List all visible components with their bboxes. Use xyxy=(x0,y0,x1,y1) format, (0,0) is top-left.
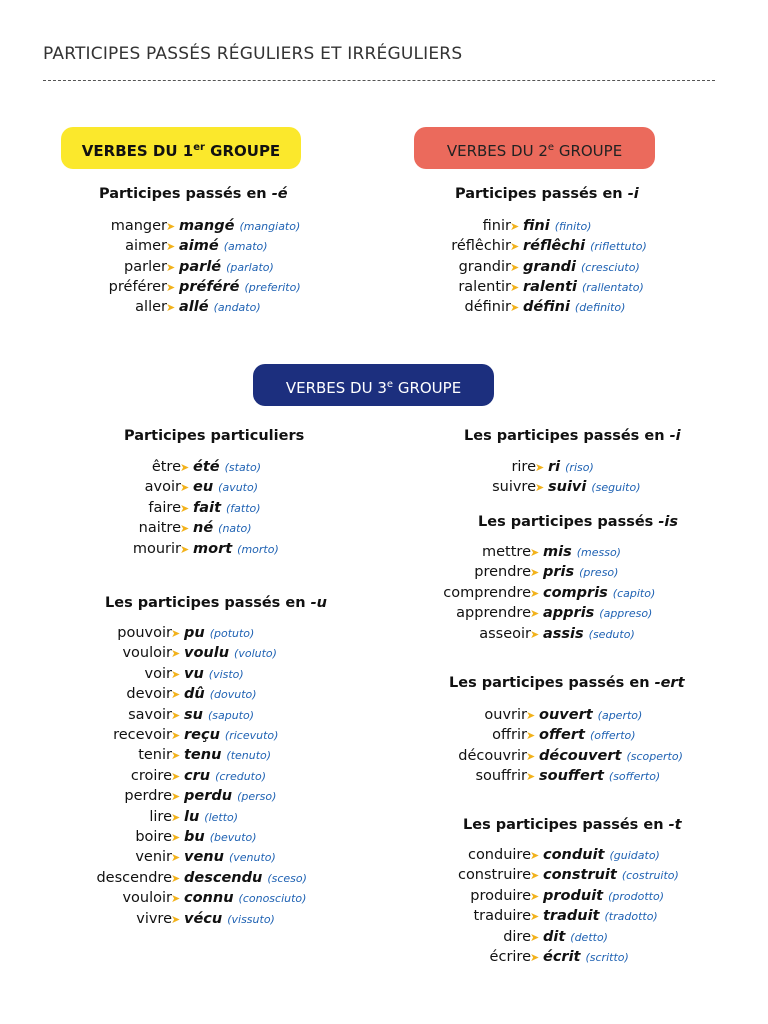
italian-translation: (stato) xyxy=(224,461,262,474)
past-participle: ri xyxy=(548,459,561,475)
italian-translation: (amato) xyxy=(223,240,268,254)
past-participle: appris xyxy=(543,605,595,622)
verb-infinitive: découvrir xyxy=(458,747,527,764)
participle-entry xyxy=(184,868,307,888)
section-heading-suffix: -ert xyxy=(654,675,685,691)
arrow-icon: ➤ xyxy=(526,709,536,722)
verb-infinitive: lire xyxy=(149,808,172,825)
past-participle: voulu xyxy=(184,645,230,662)
verb-infinitive: être xyxy=(151,459,181,475)
italian-translation: (vissuto) xyxy=(227,912,275,926)
italian-translation: (riso) xyxy=(565,461,594,474)
italian-translation: (creduto) xyxy=(215,769,266,783)
past-participle: souffert xyxy=(539,767,604,784)
past-participle: compris xyxy=(543,584,608,601)
participle-entry xyxy=(184,888,306,908)
arrow-icon: ➤ xyxy=(510,260,520,274)
arrow-icon: ➤ xyxy=(510,240,520,254)
past-participle: perdu xyxy=(184,788,233,805)
verb-infinitive: conduire xyxy=(467,847,531,863)
past-participle: construit xyxy=(543,867,617,884)
past-participle: défini xyxy=(523,299,570,316)
italian-translation: (morto) xyxy=(237,542,279,556)
arrow-icon: ➤ xyxy=(171,851,181,865)
verb-infinitive: asseoir xyxy=(479,625,531,642)
group3-sup: e xyxy=(386,379,394,390)
italian-translation: (sofferto) xyxy=(608,769,661,783)
section-heading xyxy=(99,186,288,202)
section-heading-suffix: -é xyxy=(271,186,288,202)
italian-translation: (rallentato) xyxy=(581,280,644,294)
group3-label-end: GROUPE xyxy=(393,379,462,397)
italian-translation: (tenuto) xyxy=(226,749,272,763)
italian-translation: (seduto) xyxy=(588,627,635,641)
section-heading-suffix: -i xyxy=(627,186,639,202)
verb-infinitive: offrir xyxy=(492,727,527,744)
section-heading-text: Les participes passés xyxy=(478,514,659,530)
past-participle: traduit xyxy=(543,908,600,925)
verb-infinitive: préférer xyxy=(108,278,167,295)
verb-infinitive: descendre xyxy=(96,869,172,886)
participle-entry xyxy=(193,518,252,538)
verb-infinitive: ralentir xyxy=(458,278,511,295)
verb-infinitive: suivre xyxy=(492,479,536,496)
past-participle: pu xyxy=(184,625,205,641)
arrow-icon: ➤ xyxy=(171,749,181,763)
section-heading-text: Les participes passés en xyxy=(463,817,669,833)
italian-translation: (dovuto) xyxy=(209,688,257,702)
italian-translation: (andato) xyxy=(213,301,261,315)
arrow-icon: ➤ xyxy=(530,849,540,862)
participle-entry xyxy=(543,583,655,603)
italian-translation: (seguito) xyxy=(591,481,641,495)
italian-translation: (potuto) xyxy=(209,627,255,640)
arrow-icon: ➤ xyxy=(530,869,540,883)
italian-translation: (fatto) xyxy=(226,501,261,515)
participle-entry xyxy=(543,865,679,885)
participle-entry xyxy=(184,643,277,663)
verb-infinitive: avoir xyxy=(144,479,181,496)
past-participle: grandi xyxy=(523,258,576,275)
participle-entry xyxy=(539,766,660,786)
past-participle: conduit xyxy=(543,847,605,863)
arrow-icon: ➤ xyxy=(166,240,176,254)
verb-infinitive: finir xyxy=(482,218,511,234)
arrow-icon: ➤ xyxy=(530,889,540,903)
verb-infinitive: mourir xyxy=(132,540,181,557)
past-participle: offert xyxy=(539,727,585,744)
arrow-icon: ➤ xyxy=(171,729,181,742)
group2-sup: e xyxy=(547,142,555,153)
italian-translation: (saputo) xyxy=(207,708,255,722)
italian-translation: (visto) xyxy=(208,667,244,681)
arrow-icon: ➤ xyxy=(530,951,540,964)
past-participle: écrit xyxy=(543,949,581,965)
arrow-icon: ➤ xyxy=(171,647,181,661)
section-heading-suffix: -i xyxy=(669,428,681,444)
verb-infinitive: parler xyxy=(124,258,167,275)
verb-infinitive: vivre xyxy=(136,910,172,927)
italian-translation: (cresciuto) xyxy=(581,260,640,274)
verb-infinitive: définir xyxy=(464,299,511,316)
verb-infinitive: faire xyxy=(148,499,181,516)
arrow-icon: ➤ xyxy=(530,930,540,944)
verb-infinitive: voir xyxy=(144,665,172,682)
past-participle: descendu xyxy=(184,869,263,886)
verb-infinitive: apprendre xyxy=(456,605,531,622)
past-participle: pris xyxy=(543,564,575,581)
verb-infinitive: perdre xyxy=(124,788,172,805)
verb-infinitive: aller xyxy=(135,299,167,316)
italian-translation: (messo) xyxy=(576,546,621,559)
participle-entry xyxy=(543,906,658,926)
arrow-icon: ➤ xyxy=(171,667,181,681)
participle-entry xyxy=(184,623,254,643)
participle-entry xyxy=(179,216,300,236)
past-participle: eu xyxy=(193,479,214,496)
participle-entry xyxy=(193,457,261,477)
verb-infinitive: boire xyxy=(135,829,172,845)
italian-translation: (offerto) xyxy=(589,729,636,743)
italian-translation: (detto) xyxy=(570,930,608,944)
arrow-icon: ➤ xyxy=(171,627,181,640)
arrow-icon: ➤ xyxy=(530,627,540,641)
verb-infinitive: tenir xyxy=(138,747,172,764)
past-participle: connu xyxy=(184,890,234,907)
italian-translation: (mangiato) xyxy=(239,220,301,233)
past-participle: mangé xyxy=(179,218,235,234)
italian-translation: (capito) xyxy=(612,586,656,600)
section-heading-suffix: -u xyxy=(310,595,327,611)
participle-entry xyxy=(193,539,279,559)
italian-translation: (appreso) xyxy=(599,607,653,621)
verb-infinitive: devoir xyxy=(126,686,172,703)
verb-infinitive: construire xyxy=(457,867,531,884)
participle-entry xyxy=(184,827,257,847)
verb-infinitive: aimer xyxy=(125,238,167,255)
verb-infinitive: manger xyxy=(110,218,167,234)
arrow-icon: ➤ xyxy=(171,688,181,702)
italian-translation: (avuto) xyxy=(218,481,259,495)
section-heading xyxy=(449,675,685,691)
verb-infinitive: comprendre xyxy=(443,584,531,601)
section-heading xyxy=(105,595,327,611)
arrow-icon: ➤ xyxy=(166,280,176,294)
participle-entry xyxy=(543,542,621,562)
past-participle: reçu xyxy=(184,727,220,743)
past-participle: dû xyxy=(184,686,205,703)
participle-entry xyxy=(543,845,660,865)
past-participle: mis xyxy=(543,544,572,560)
participle-entry xyxy=(184,725,278,745)
participle-entry xyxy=(523,216,591,236)
group3-badge xyxy=(253,364,494,406)
verb-infinitive: croire xyxy=(130,767,172,784)
arrow-icon: ➤ xyxy=(535,481,545,495)
italian-translation: (letto) xyxy=(204,810,239,824)
verb-infinitive: dire xyxy=(503,928,531,945)
participle-entry xyxy=(543,624,635,644)
past-participle: né xyxy=(193,520,214,537)
verb-infinitive: vouloir xyxy=(122,890,172,907)
section-heading xyxy=(463,817,682,833)
arrow-icon: ➤ xyxy=(510,220,520,233)
participle-entry xyxy=(543,603,652,623)
group2-badge xyxy=(414,127,655,169)
arrow-icon: ➤ xyxy=(166,260,176,274)
arrow-icon: ➤ xyxy=(171,831,181,844)
verb-infinitive: mettre xyxy=(482,544,531,560)
group1-sup: er xyxy=(193,142,205,153)
participle-entry xyxy=(184,807,238,827)
past-participle: réflêchi xyxy=(523,238,586,255)
section-heading-text: Participes particuliers xyxy=(124,428,305,444)
italian-translation: (costruito) xyxy=(621,869,679,883)
italian-translation: (riflettuto) xyxy=(590,240,647,254)
group1-badge xyxy=(61,127,301,169)
group3-label: VERBES DU 3 xyxy=(285,379,387,397)
section-heading-text: Les participes passés en xyxy=(449,675,655,691)
participle-entry xyxy=(179,257,274,277)
section-heading-text: Les participes passés en xyxy=(105,595,311,611)
arrow-icon: ➤ xyxy=(171,790,181,804)
section-heading xyxy=(464,428,681,444)
arrow-icon: ➤ xyxy=(171,871,181,885)
arrow-icon: ➤ xyxy=(171,892,181,906)
verb-infinitive: prendre xyxy=(474,564,531,581)
verb-infinitive: écrire xyxy=(489,949,531,965)
verb-infinitive: souffrir xyxy=(475,767,527,784)
group1-label: VERBES DU 1 xyxy=(81,142,194,160)
participle-entry xyxy=(548,457,594,477)
past-participle: découvert xyxy=(539,747,622,764)
verb-infinitive: réflêchir xyxy=(451,238,511,255)
arrow-icon: ➤ xyxy=(180,501,190,515)
participle-entry xyxy=(184,684,257,704)
arrow-icon: ➤ xyxy=(526,749,536,763)
arrow-icon: ➤ xyxy=(526,769,536,783)
italian-translation: (nato) xyxy=(218,522,252,536)
section-heading xyxy=(124,428,304,444)
arrow-icon: ➤ xyxy=(530,566,540,580)
italian-translation: (tradotto) xyxy=(604,910,658,924)
past-participle: allé xyxy=(179,299,209,316)
participle-entry xyxy=(184,847,276,867)
italian-translation: (sceso) xyxy=(267,871,307,885)
section-heading xyxy=(455,186,639,202)
past-participle: venu xyxy=(184,849,224,866)
past-participle: tenu xyxy=(184,747,222,764)
arrow-icon: ➤ xyxy=(535,461,545,474)
participle-entry xyxy=(539,705,642,725)
past-participle: aimé xyxy=(179,238,219,255)
participle-entry xyxy=(184,786,276,806)
dashed-divider xyxy=(43,80,715,81)
arrow-icon: ➤ xyxy=(526,729,536,743)
participle-entry xyxy=(184,745,271,765)
italian-translation: (scoperto) xyxy=(626,749,683,763)
verb-infinitive: venir xyxy=(135,849,172,866)
participle-entry xyxy=(193,498,261,518)
past-participle: vu xyxy=(184,665,204,682)
past-participle: dit xyxy=(543,928,566,945)
past-participle: produit xyxy=(543,887,604,904)
verb-infinitive: ouvrir xyxy=(484,707,527,723)
verb-infinitive: pouvoir xyxy=(117,625,172,641)
arrow-icon: ➤ xyxy=(166,220,176,233)
italian-translation: (preferito) xyxy=(244,280,301,294)
verb-infinitive: grandir xyxy=(458,258,511,275)
section-heading xyxy=(478,514,678,530)
participle-entry xyxy=(539,746,683,766)
participle-entry xyxy=(179,236,268,256)
arrow-icon: ➤ xyxy=(510,301,520,315)
italian-translation: (parlato) xyxy=(226,260,274,274)
past-participle: cru xyxy=(184,767,211,784)
past-participle: ralenti xyxy=(523,278,577,295)
arrow-icon: ➤ xyxy=(171,708,181,722)
arrow-icon: ➤ xyxy=(530,586,540,600)
past-participle: vécu xyxy=(184,910,223,927)
italian-translation: (conosciuto) xyxy=(238,892,307,906)
section-heading-suffix: -is xyxy=(658,514,678,530)
past-participle: été xyxy=(193,459,220,475)
arrow-icon: ➤ xyxy=(180,522,190,536)
past-participle: lu xyxy=(184,808,200,825)
arrow-icon: ➤ xyxy=(180,481,190,495)
italian-translation: (venuto) xyxy=(228,851,276,865)
past-participle: parlé xyxy=(179,258,222,275)
participle-entry xyxy=(193,477,258,497)
past-participle: suivi xyxy=(548,479,587,496)
past-participle: fait xyxy=(193,499,221,516)
participle-entry xyxy=(523,236,647,256)
section-heading-text: Participes passés en xyxy=(455,186,628,202)
participle-entry xyxy=(184,705,254,725)
italian-translation: (scritto) xyxy=(585,951,629,964)
italian-translation: (definito) xyxy=(574,301,626,315)
italian-translation: (perso) xyxy=(237,790,277,804)
section-heading-suffix: -t xyxy=(668,817,682,833)
participle-entry xyxy=(539,725,636,745)
group2-label: VERBES DU 2 xyxy=(446,142,548,160)
italian-translation: (preso) xyxy=(579,566,619,580)
past-participle: fini xyxy=(523,218,550,234)
italian-translation: (voluto) xyxy=(234,647,277,661)
verb-infinitive: savoir xyxy=(128,706,172,723)
arrow-icon: ➤ xyxy=(171,769,181,783)
italian-translation: (prodotto) xyxy=(608,889,664,903)
page-title: PARTICIPES PASSÉS RÉGULIERS ET IRRÉGULIERS xyxy=(43,44,463,64)
verb-infinitive: produire xyxy=(470,887,531,904)
participle-entry xyxy=(523,277,644,297)
participle-entry xyxy=(548,477,641,497)
group2-label-end: GROUPE xyxy=(554,142,623,160)
arrow-icon: ➤ xyxy=(180,461,190,474)
participle-entry xyxy=(179,297,261,317)
section-heading-text: Participes passés en xyxy=(99,186,272,202)
participle-entry xyxy=(523,257,640,277)
italian-translation: (guidato) xyxy=(609,849,660,862)
italian-translation: (bevuto) xyxy=(209,831,257,844)
verb-infinitive: recevoir xyxy=(113,727,172,743)
participle-entry xyxy=(543,562,618,582)
participle-entry xyxy=(543,927,608,947)
arrow-icon: ➤ xyxy=(180,542,190,556)
participle-entry xyxy=(179,277,301,297)
arrow-icon: ➤ xyxy=(166,301,176,315)
arrow-icon: ➤ xyxy=(510,280,520,294)
verb-infinitive: rire xyxy=(511,459,536,475)
group1-label-end: GROUPE xyxy=(204,142,281,160)
past-participle: ouvert xyxy=(539,707,593,723)
italian-translation: (ricevuto) xyxy=(224,729,279,742)
arrow-icon: ➤ xyxy=(171,810,181,824)
verb-infinitive: traduire xyxy=(473,908,531,925)
italian-translation: (aperto) xyxy=(597,709,643,722)
verb-infinitive: naitre xyxy=(138,520,181,537)
italian-translation: (finito) xyxy=(554,220,592,233)
arrow-icon: ➤ xyxy=(171,912,181,926)
past-participle: assis xyxy=(543,625,584,642)
participle-entry xyxy=(523,297,625,317)
participle-entry xyxy=(184,909,275,929)
arrow-icon: ➤ xyxy=(530,607,540,621)
past-participle: mort xyxy=(193,540,233,557)
participle-entry xyxy=(543,947,629,967)
arrow-icon: ➤ xyxy=(530,910,540,924)
verb-infinitive: vouloir xyxy=(122,645,172,662)
past-participle: préféré xyxy=(179,278,240,295)
past-participle: bu xyxy=(184,829,205,845)
section-heading-text: Les participes passés en xyxy=(464,428,670,444)
participle-entry xyxy=(184,664,244,684)
participle-entry xyxy=(543,886,664,906)
past-participle: su xyxy=(184,706,203,723)
participle-entry xyxy=(184,766,266,786)
arrow-icon: ➤ xyxy=(530,546,540,559)
